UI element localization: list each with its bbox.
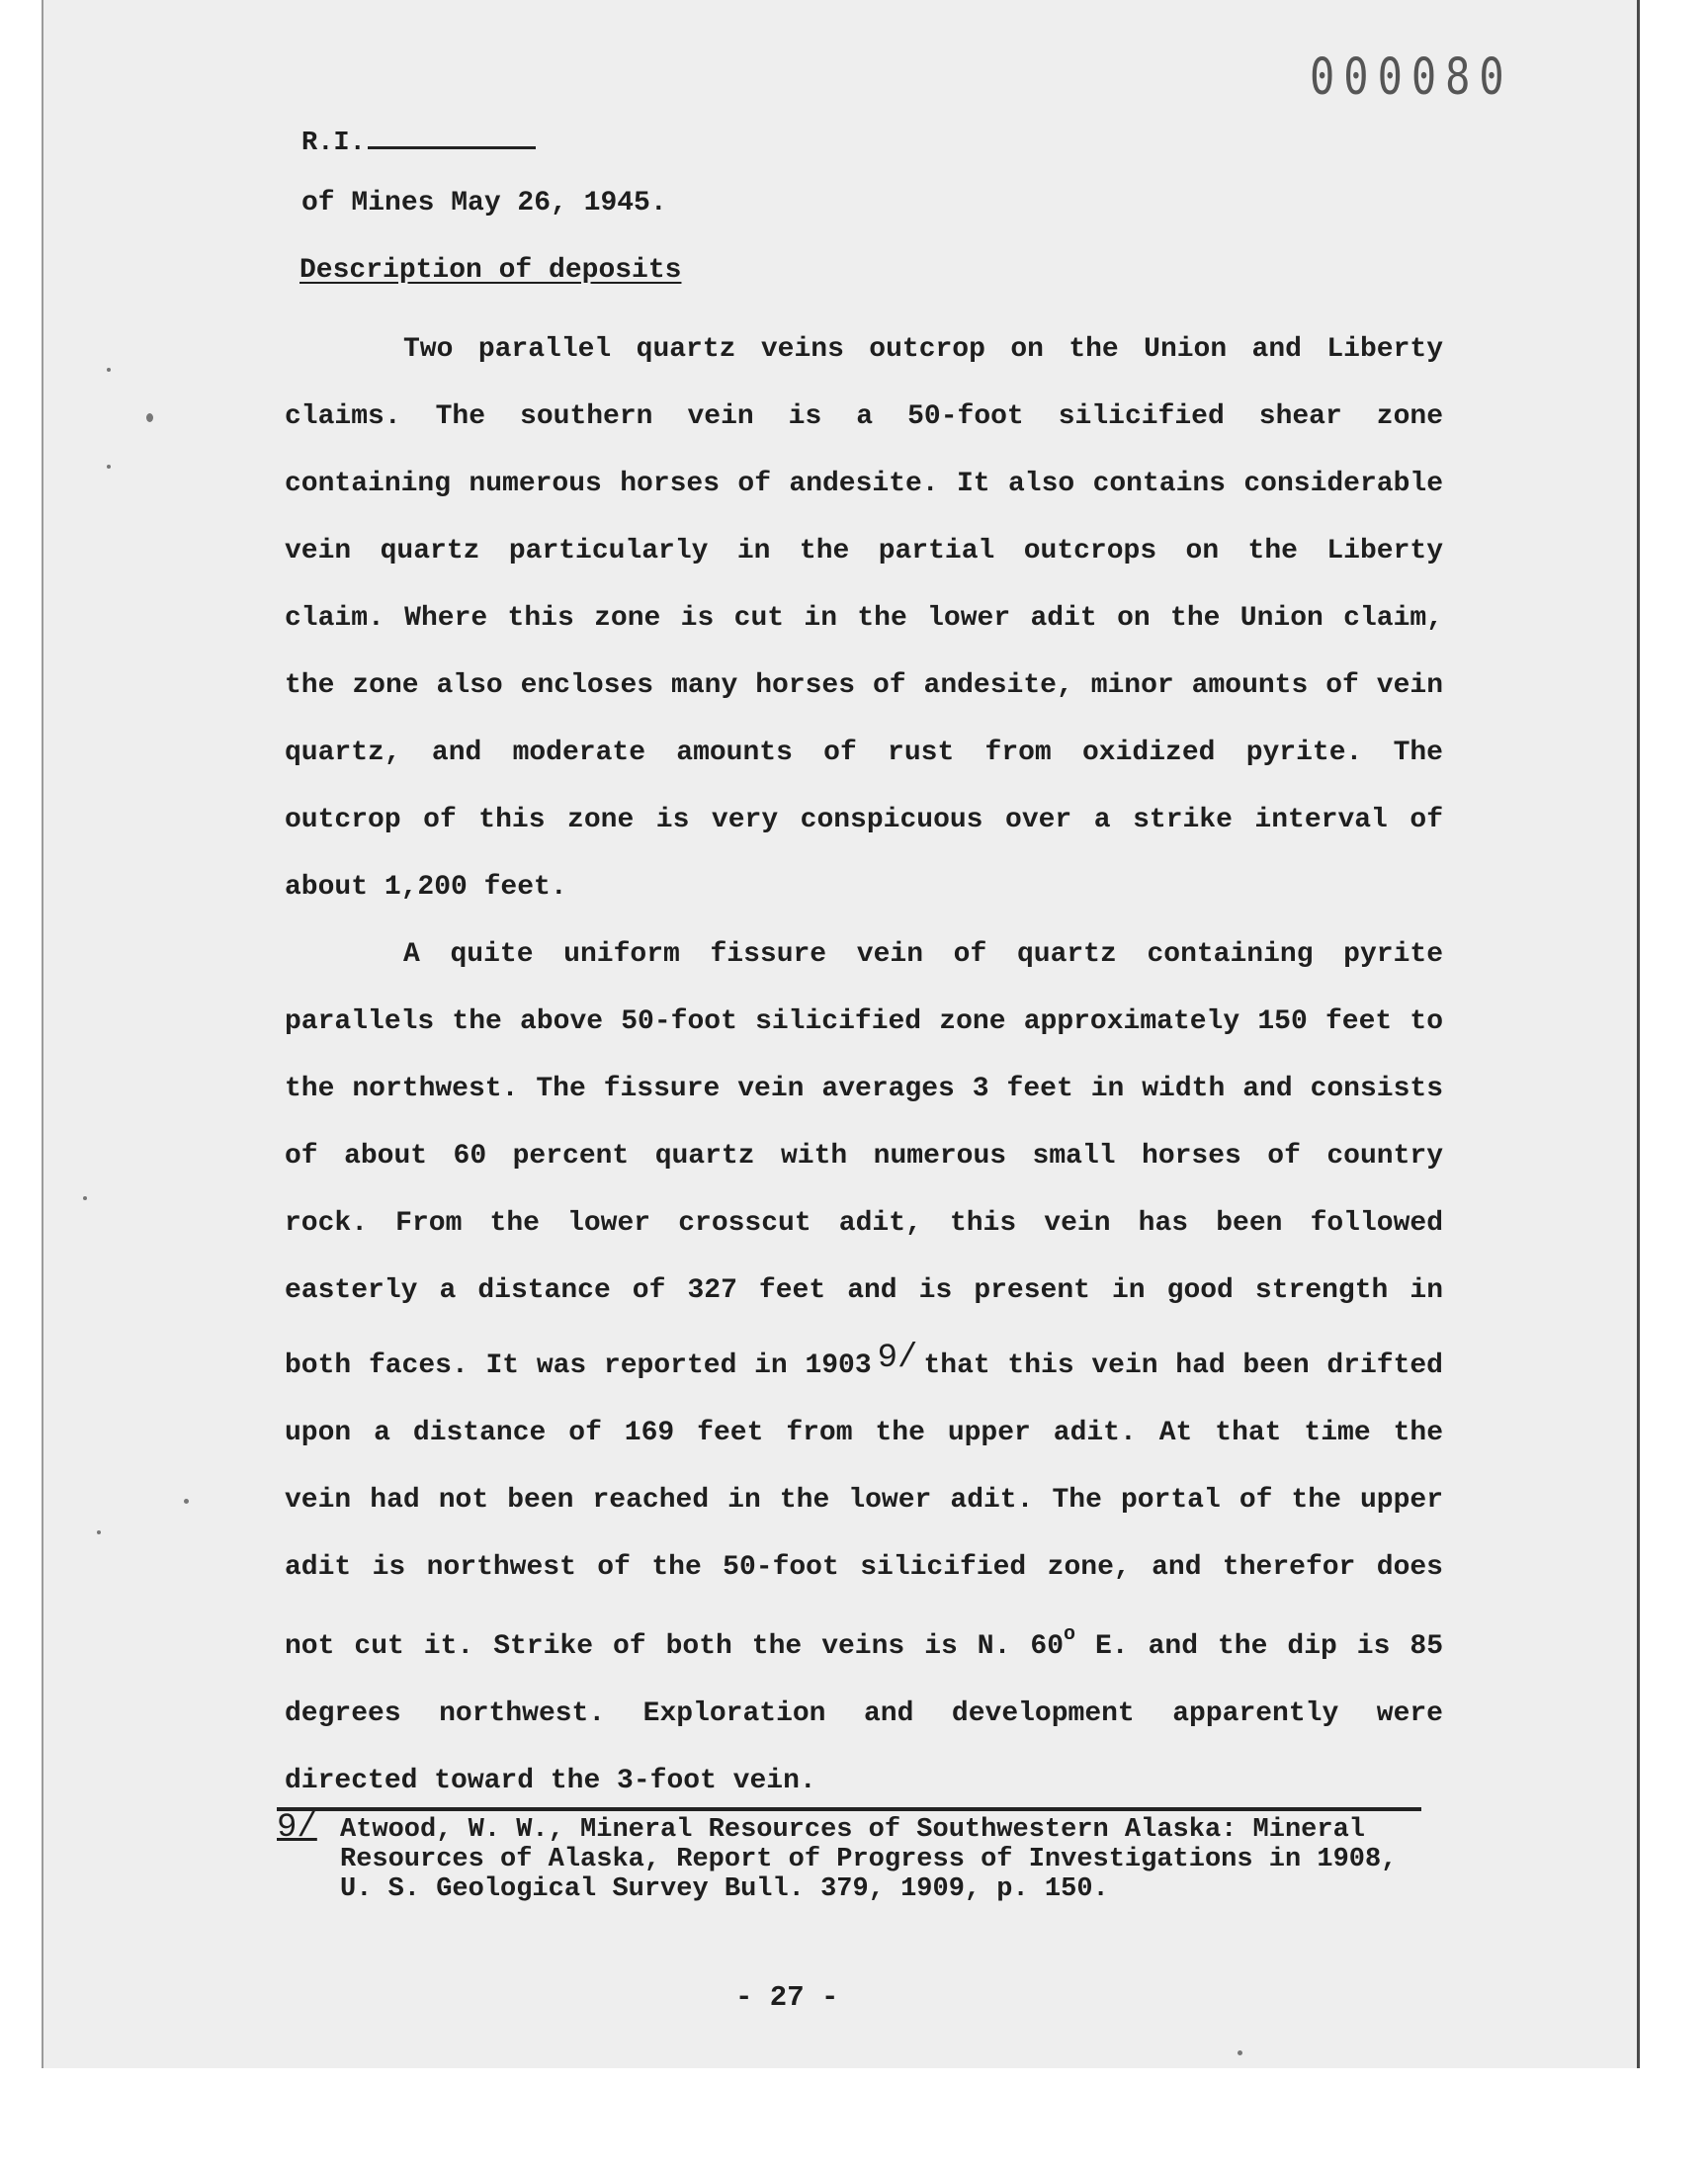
scan-speck xyxy=(107,465,111,469)
report-number-field xyxy=(301,125,536,158)
scan-speck xyxy=(1238,2050,1242,2055)
scan-speck xyxy=(146,413,153,422)
paragraph-2-part-3: E. and the dip is 85 degrees northwest. Exploration and development apparently were directed toward the 3-foot vein. xyxy=(285,1631,1443,1796)
scan-speck xyxy=(83,1196,87,1200)
footnote-marker: 9/ xyxy=(277,1809,317,1847)
page-number-stamp: 000080 xyxy=(1310,47,1513,106)
paragraph-2-part-2: that this vein had been drifted upon a distance of 169 feet from the upper adit. At that time the vein had not been reached in the lower adit. The portal of the upper adit is northwest of the 50-foot silicified zone, and therefor does not cut it. Strike of both the veins is N. 60 xyxy=(285,1350,1443,1662)
report-number-label: R.I. xyxy=(301,129,366,158)
paragraph-2-part-1: A quite uniform fissure vein of quartz containing pyrite parallels the above 50-foot silicified zone approximately 150 feet to the northwest. The fissure vein averages 3 feet in width and consists of about 60 percent quartz with numerous small horses of country rock. From the lower crosscut adit, this vein has been followed easterly a distance of 327 feet and is present in good strength in both faces. It was reported in 1903 xyxy=(285,939,1443,1381)
paragraph-1: Two parallel quartz veins outcrop on the Union and Liberty claims. The southern vein is a 50-foot silicified shear zone containing numerous horses of andesite. It also contains considerable vein quartz particularly in the partial outcrops on the Liberty claim. Where this zone is cut in the lower adit on the Union claim, the zone also encloses many horses of andesite, minor amounts of vein quartz, and moderate amounts of rust from oxidized pyrite. The outcrop of this zone is very conspicuous over a strike interval of about 1,200 feet. xyxy=(285,334,1443,903)
scan-speck xyxy=(184,1499,189,1504)
dateline: of Mines May 26, 1945. xyxy=(301,188,667,218)
report-number-blank xyxy=(368,125,536,149)
footnote-reference: 9/ xyxy=(877,1340,918,1377)
scan-speck xyxy=(97,1530,101,1534)
scan-speck xyxy=(107,368,111,372)
degree-mark: o xyxy=(1064,1623,1076,1646)
page-footer: - 27 - xyxy=(735,1981,839,2014)
paragraph-2 xyxy=(285,921,1443,1815)
body-text xyxy=(285,316,1443,1815)
footnote-divider xyxy=(277,1807,1421,1811)
footnote-text: Atwood, W. W., Mineral Resources of Southwestern Alaska: Mineral Resources of Alaska, Report of Progress of Investigations in 1908, U. S. Geological Survey Bull. 379, 1909, p. 150. xyxy=(340,1815,1398,1904)
section-heading: Description of deposits xyxy=(299,255,682,286)
